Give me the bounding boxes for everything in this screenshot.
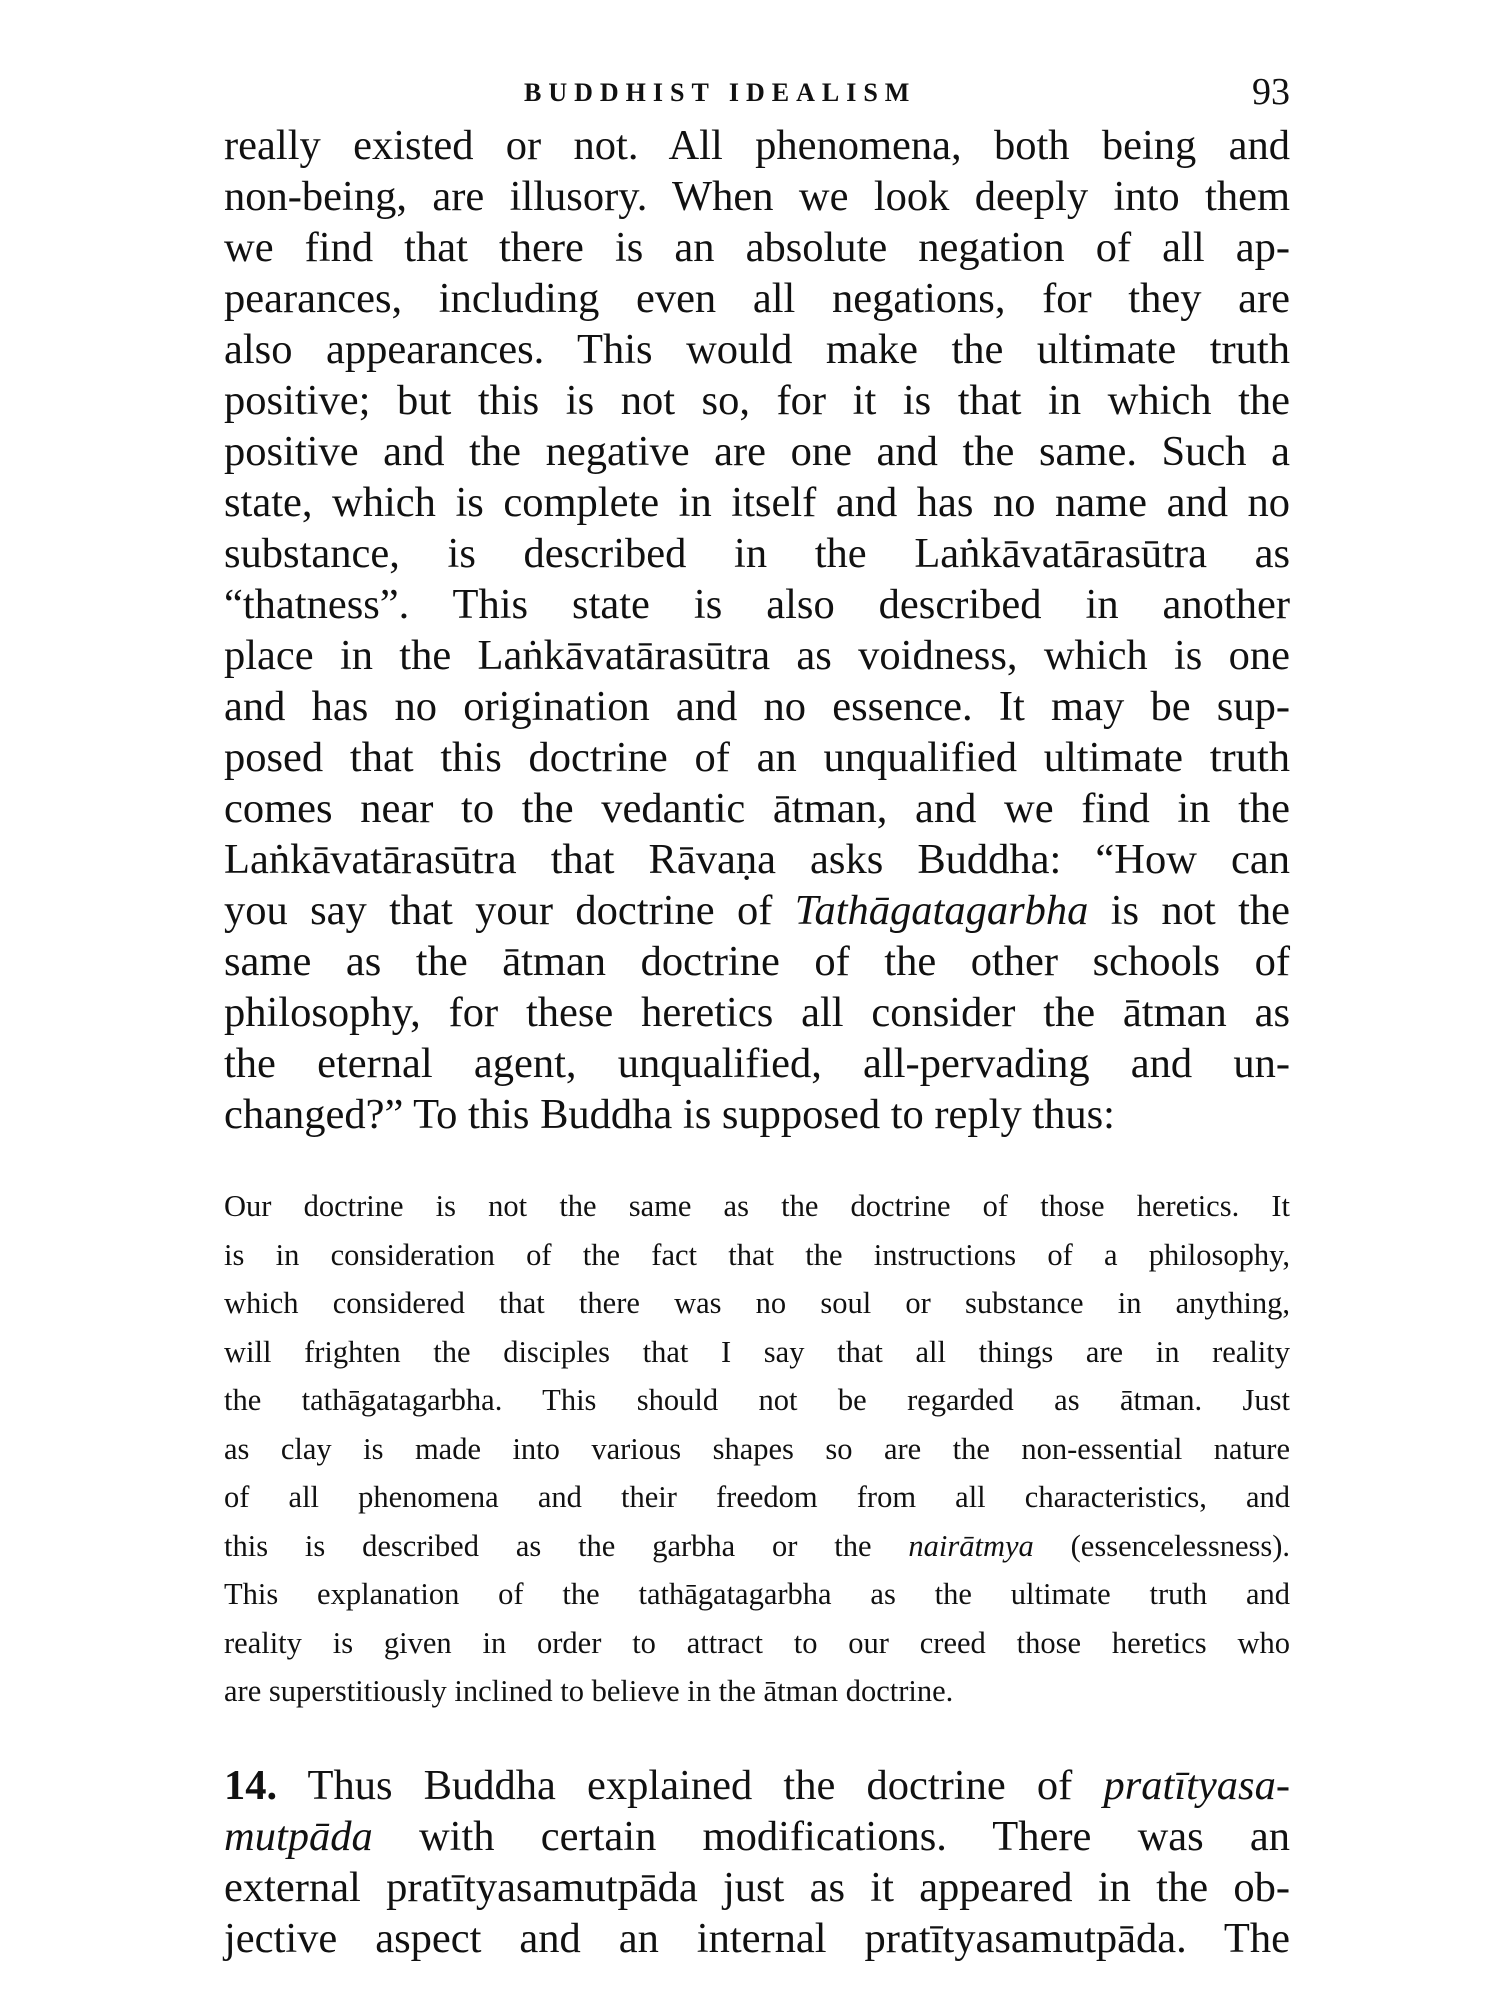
quote-line: is in consideration of the fact that the instructions of a philosophy,	[224, 1237, 1290, 1272]
text-line: changed?” To this Buddha is supposed to reply thus:	[224, 1091, 1115, 1138]
quote-line-with-italic	[224, 1522, 1290, 1571]
block-quote	[224, 1182, 1290, 1716]
italic-term: pratītyasa-	[1103, 1761, 1290, 1809]
quote-line: are superstitiously inclined to believe in the ātman doctrine.	[224, 1674, 954, 1708]
text-line: philosophy, for these heretics all consider the ātman as	[224, 989, 1290, 1036]
text-line: pearances, including even all negations, for they are	[224, 275, 1290, 322]
page-number: 93	[1252, 71, 1290, 113]
quote-line: of all phenomena and their freedom from all characteristics, and	[224, 1480, 1290, 1514]
text-fragment: you say that your doctrine of	[224, 887, 795, 934]
text-line: jective aspect and an internal pratītyasamutpāda. The	[224, 1914, 1290, 1962]
running-title: BUDDHIST IDEALISM	[524, 78, 917, 107]
quote-line: which considered that there was no soul or substance in anything,	[224, 1286, 1290, 1320]
section-first-line	[224, 1760, 1290, 1811]
text-fragment: is not the	[1088, 887, 1290, 934]
text-line: substance, is described in the Laṅkāvatārasūtra as	[224, 530, 1290, 577]
quote-line: will frighten the disciples that I say that all things are in reality	[224, 1334, 1290, 1369]
text-fragment: this is described as the garbha or the	[224, 1528, 909, 1563]
text-line: non-being, are illusory. When we look deeply into them	[224, 173, 1290, 220]
main-paragraph	[224, 120, 1290, 1140]
quote-line: as clay is made into various shapes so are the non-essential nature	[224, 1431, 1290, 1466]
text-line: the eternal agent, unqualified, all-pervading and un-	[224, 1040, 1290, 1087]
text-line-with-italic	[224, 885, 1290, 936]
italic-term: mutpāda	[224, 1812, 373, 1860]
quote-line: This explanation of the tathāgatagarbha as the ultimate truth and	[224, 1577, 1290, 1611]
section-14-paragraph	[224, 1760, 1290, 1964]
italic-term: nairātmya	[908, 1528, 1034, 1563]
italic-term: Tathāgatagarbha	[794, 887, 1089, 934]
text-line: positive and the negative are one and the same. Such a	[224, 428, 1290, 475]
quote-line: Our doctrine is not the same as the doctrine of those heretics. It	[224, 1189, 1290, 1223]
text-line: comes near to the vedantic ātman, and we find in the	[224, 785, 1290, 832]
text-fragment: (essencelessness).	[1033, 1528, 1291, 1563]
quote-line: reality is given in order to attract to our creed those heretics who	[224, 1625, 1290, 1660]
text-line: we find that there is an absolute negation of all ap-	[224, 224, 1290, 271]
text-line: state, which is complete in itself and has no name and no	[224, 479, 1290, 526]
text-line: really existed or not. All phenomena, both being and	[224, 122, 1290, 169]
text-line: and has no origination and no essence. It may be sup-	[224, 683, 1290, 730]
book-page	[224, 70, 1290, 1964]
text-fragment: Thus Buddha explained the doctrine of	[277, 1761, 1104, 1809]
running-header	[224, 70, 1290, 120]
text-line: posed that this doctrine of an unqualified ultimate truth	[224, 734, 1290, 781]
section-number: 14.	[224, 1761, 278, 1809]
text-line: positive; but this is not so, for it is that in which the	[224, 377, 1290, 424]
text-line: external pratītyasamutpāda just as it appeared in the ob-	[224, 1863, 1290, 1911]
text-line: same as the ātman doctrine of the other schools of	[224, 938, 1290, 985]
text-fragment: with certain modifications. There was an	[372, 1812, 1290, 1860]
text-line: place in the Laṅkāvatārasūtra as voidness, which is one	[224, 632, 1290, 679]
quote-line: the tathāgatagarbha. This should not be regarded as ātman. Just	[224, 1383, 1290, 1417]
text-line: also appearances. This would make the ultimate truth	[224, 326, 1290, 373]
text-line-with-italic	[224, 1811, 1290, 1862]
text-line: Laṅkāvatārasūtra that Rāvaṇa asks Buddha: “How can	[224, 836, 1290, 883]
text-line: “thatness”. This state is also described in another	[224, 581, 1290, 628]
